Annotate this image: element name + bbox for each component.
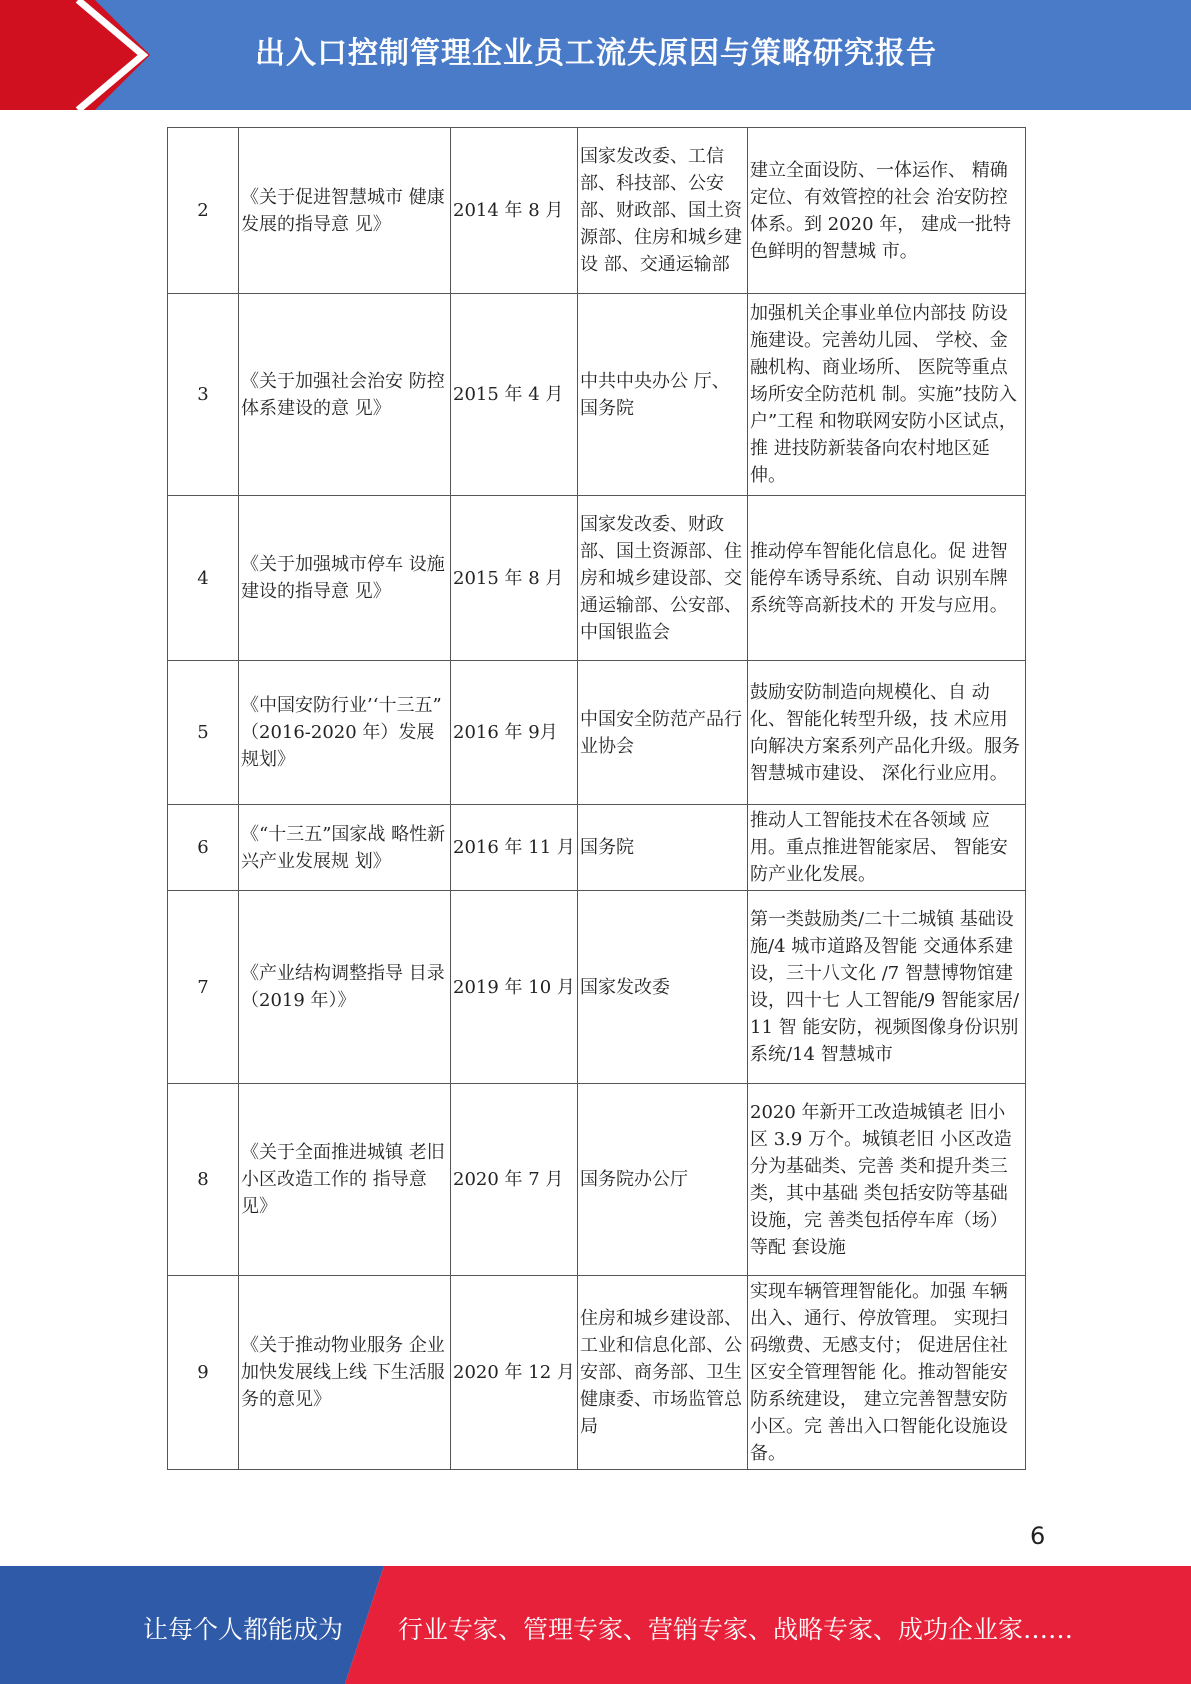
policy-title-cell: 《关于促进智慧城市 健康发展的指导意 见》 [239, 128, 451, 294]
policy-content-cell: 鼓励安防制造向规模化、自 动化、智能化转型升级，技 术应用向解决方案系列产品化升级。服务智慧城市建设、 深化行业应用。 [748, 661, 1026, 805]
footer-slogan-left: 让每个人都能成为 [143, 1615, 344, 1644]
header-red-arrow [0, 0, 150, 110]
policy-content-cell: 推动人工智能技术在各领域 应用。重点推进智能家居、 智能安防产业化发展。 [748, 805, 1026, 891]
policy-content-cell: 第一类鼓励类/二十二城镇 基础设施/4 城市道路及智能 交通体系建设，三十八文化 /7 智慧博物馆建设，四十七 人工智能/9 智能家居/11 智 能安防，视频图像身份识别 系统/14 智慧城市 [748, 891, 1026, 1084]
table-row [168, 805, 1026, 891]
policy-content-cell: 实现车辆管理智能化。加强 车辆出入、通行、停放管理。 实现扫码缴费、无感支付； 促进居住社区安全管理智能 化。推动智能安防系统建设， 建立完善智慧安防小区。完 善出入口智能化设施设备。 [748, 1276, 1026, 1470]
policy-title-cell: 《关于加强社会治安 防控体系建设的意 见》 [239, 294, 451, 496]
policy-title-cell: 《产业结构调整指导 目录（2019 年）》 [239, 891, 451, 1084]
table-row [168, 496, 1026, 661]
policy-content-cell: 建立全面设防、一体运作、 精确定位、有效管控的社会 治安防控体系。到 2020 年， 建成一批特色鲜明的智慧城 市。 [748, 128, 1026, 294]
issuing-department-cell: 中国安全防范产品行业协会 [578, 661, 748, 805]
row-number-cell: 5 [168, 661, 239, 805]
row-number-cell: 7 [168, 891, 239, 1084]
policy-title-cell: 《关于推动物业服务 企业加快发展线上线 下生活服务的意见》 [239, 1276, 451, 1470]
issue-date-cell: 2020 年 12 月 [451, 1276, 578, 1470]
policy-title-cell: 《关于加强城市停车 设施建设的指导意 见》 [239, 496, 451, 661]
policy-content-cell: 加强机关企事业单位内部技 防设施建设。完善幼儿园、 学校、金融机构、商业场所、 医院等重点场所安全防范机 制。实施”技防入户”工程 和物联网安防小区试点，推 进技防新装备向农村地区延 伸。 [748, 294, 1026, 496]
issue-date-cell: 2015 年 4 月 [451, 294, 578, 496]
policy-table [167, 127, 1026, 1470]
policy-content-cell: 2020 年新开工改造城镇老 旧小区 3.9 万个。城镇老旧 小区改造分为基础类、完善 类和提升类三类，其中基础 类包括安防等基础设施，完 善类包括停车库（场）等配 套设施 [748, 1084, 1026, 1276]
issue-date-cell: 2016 年 9月 [451, 661, 578, 805]
issuing-department-cell: 国务院办公厅 [578, 1084, 748, 1276]
table-row [168, 294, 1026, 496]
issue-date-cell: 2016 年 11 月 [451, 805, 578, 891]
issuing-department-cell: 国务院 [578, 805, 748, 891]
issuing-department-cell: 中共中央办公 厅、国务院 [578, 294, 748, 496]
page-footer [0, 1566, 1191, 1684]
page-header [0, 0, 1191, 110]
table-row [168, 1276, 1026, 1470]
issuing-department-cell: 国家发改委 [578, 891, 748, 1084]
issue-date-cell: 2020 年 7 月 [451, 1084, 578, 1276]
issuing-department-cell: 国家发改委、工信部、科技部、公安部、财政部、国土资源部、住房和城乡建设 部、交通运输部 [578, 128, 748, 294]
table-row [168, 1084, 1026, 1276]
policy-title-cell: 《中国安防行业’‘十三五” （2016-2020 年）发展规划》 [239, 661, 451, 805]
row-number-cell: 9 [168, 1276, 239, 1470]
policy-title-cell: 《“十三五”国家战 略性新兴产业发展规 划》 [239, 805, 451, 891]
policy-title-cell: 《关于全面推进城镇 老旧小区改造工作的 指导意见》 [239, 1084, 451, 1276]
issuing-department-cell: 住房和城乡建设部、工业和信息化部、公安部、商务部、卫生健康委、市场监管总局 [578, 1276, 748, 1470]
row-number-cell: 6 [168, 805, 239, 891]
issue-date-cell: 2014 年 8 月 [451, 128, 578, 294]
row-number-cell: 8 [168, 1084, 239, 1276]
footer-slogan-right: 行业专家、管理专家、营销专家、战略专家、成功企业家…… [398, 1615, 1074, 1644]
row-number-cell: 4 [168, 496, 239, 661]
row-number-cell: 3 [168, 294, 239, 496]
table-row [168, 128, 1026, 294]
issue-date-cell: 2015 年 8 月 [451, 496, 578, 661]
row-number-cell: 2 [168, 128, 239, 294]
page-number: 6 [1030, 1522, 1046, 1550]
table-row [168, 891, 1026, 1084]
issuing-department-cell: 国家发改委、财政部、国土资源部、住房和城乡建设部、交通运输部、公安部、中国银监会 [578, 496, 748, 661]
policy-content-cell: 推动停车智能化信息化。促 进智能停车诱导系统、自动 识别车牌系统等高新技术的 开发与应用。 [748, 496, 1026, 661]
table-row [168, 661, 1026, 805]
report-title: 出入口控制管理企业员工流失原因与策略研究报告 [255, 36, 937, 71]
issue-date-cell: 2019 年 10 月 [451, 891, 578, 1084]
